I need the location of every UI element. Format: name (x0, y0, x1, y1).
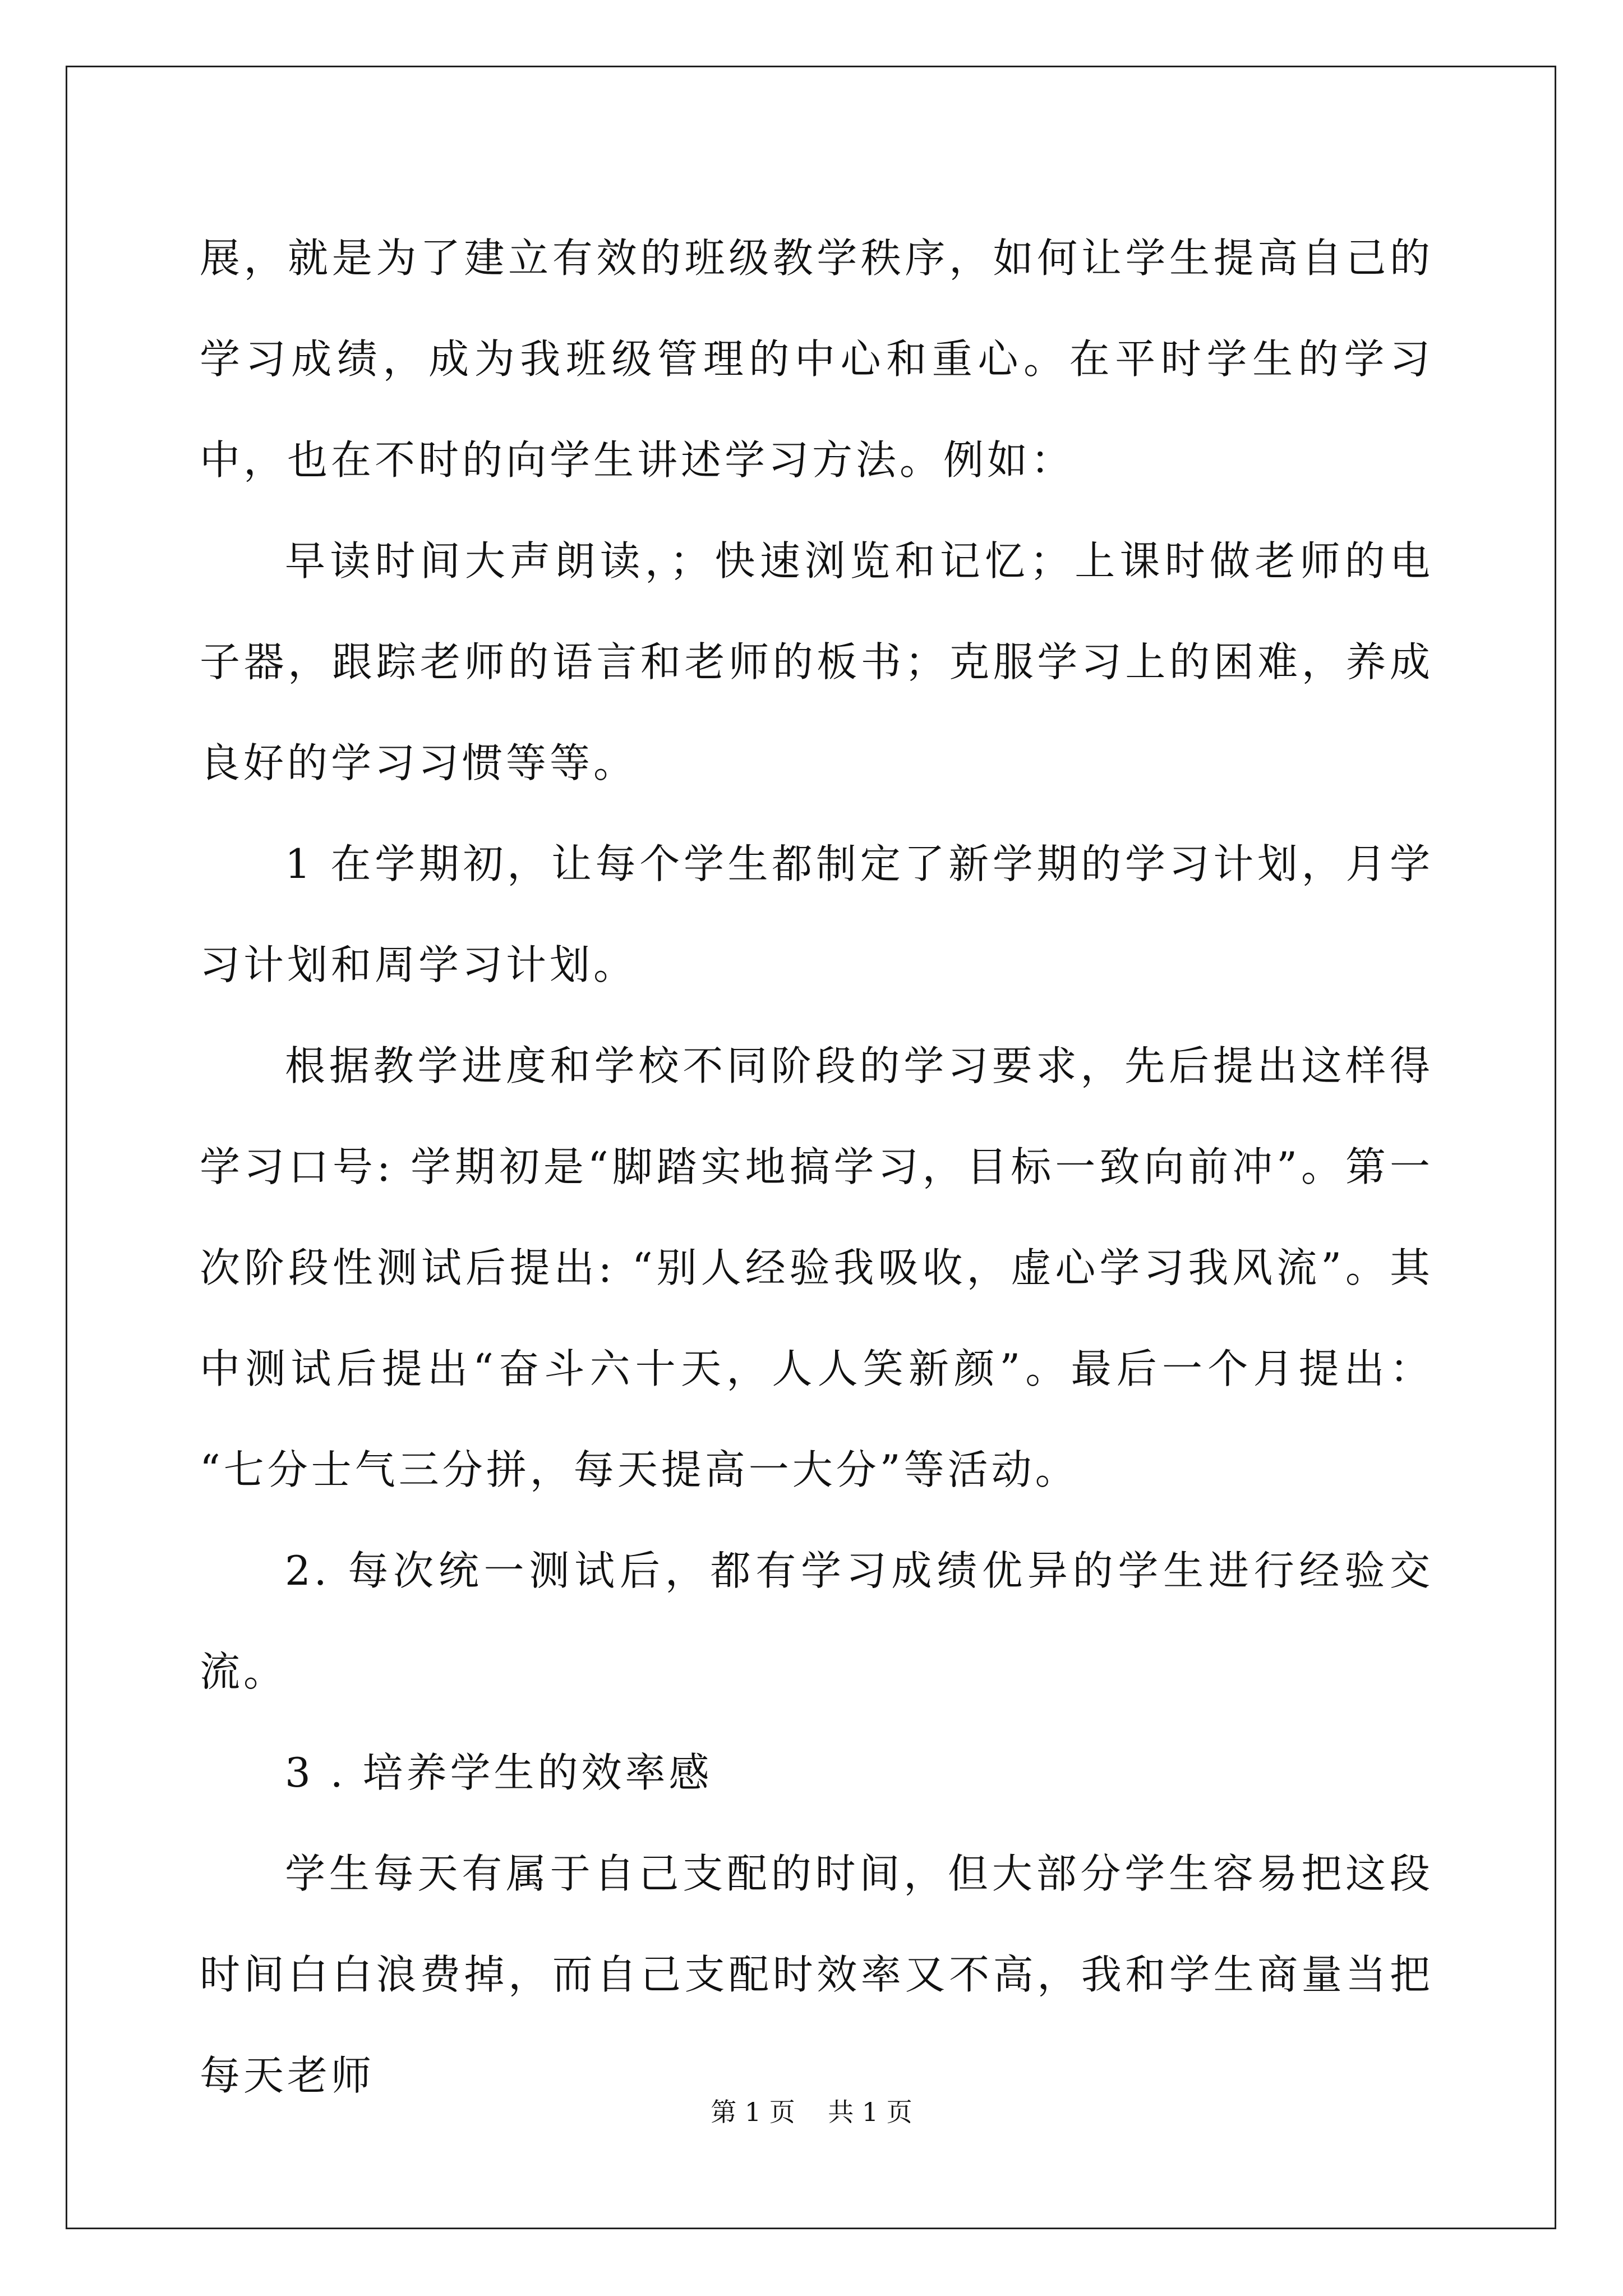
page-number-footer: 第 1 页 共 1 页 (711, 2097, 912, 2127)
paragraph-2: 早读时间大声朗读，；快速浏览和记忆；上课时做老师的电子器，跟踪老师的语言和老师的板书；克服学习上的困难，养成良好的学习习惯等等。 (200, 537, 1433, 786)
document-body (200, 208, 1433, 2126)
paragraph-1: 展，就是为了建立有效的班级教学秩序，如何让学生提高自己的学习成绩，成为我班级管理的中心和重心。在平时学生的学习中，也在不时的向学生讲述学习方法。例如： (200, 234, 1433, 484)
paragraph-5: 2. 每次统一测试后，都有学习成绩优异的学生进行经验交流。 (200, 1547, 1433, 1695)
paragraph-6: 3 . 培养学生的效率感 (285, 1749, 713, 1796)
paragraph-4: 根据教学进度和学校不同阶段的学习要求，先后提出这样得学习口号: 学期初是“脚踏实地搞学习，目标一致向前冲”。第一次阶段性测试后提出: “别人经验我吸收，虚心学习我风流”。其中测试后提出“奋斗六十天，人人笑新颜”。最后一个月提出： “七分士气三分拼，每天提高一大分”等活动。 (200, 1042, 1433, 1493)
paragraph-3: 1 在学期初，让每个学生都制定了新学期的学习计划，月学习计划和周学习计划。 (200, 840, 1433, 988)
paragraph-7: 学生每天有属于自己支配的时间，但大部分学生容易把这段时间白白浪费掉，而自己支配时效率又不高，我和学生商量当把每天老师 (200, 1850, 1433, 2099)
